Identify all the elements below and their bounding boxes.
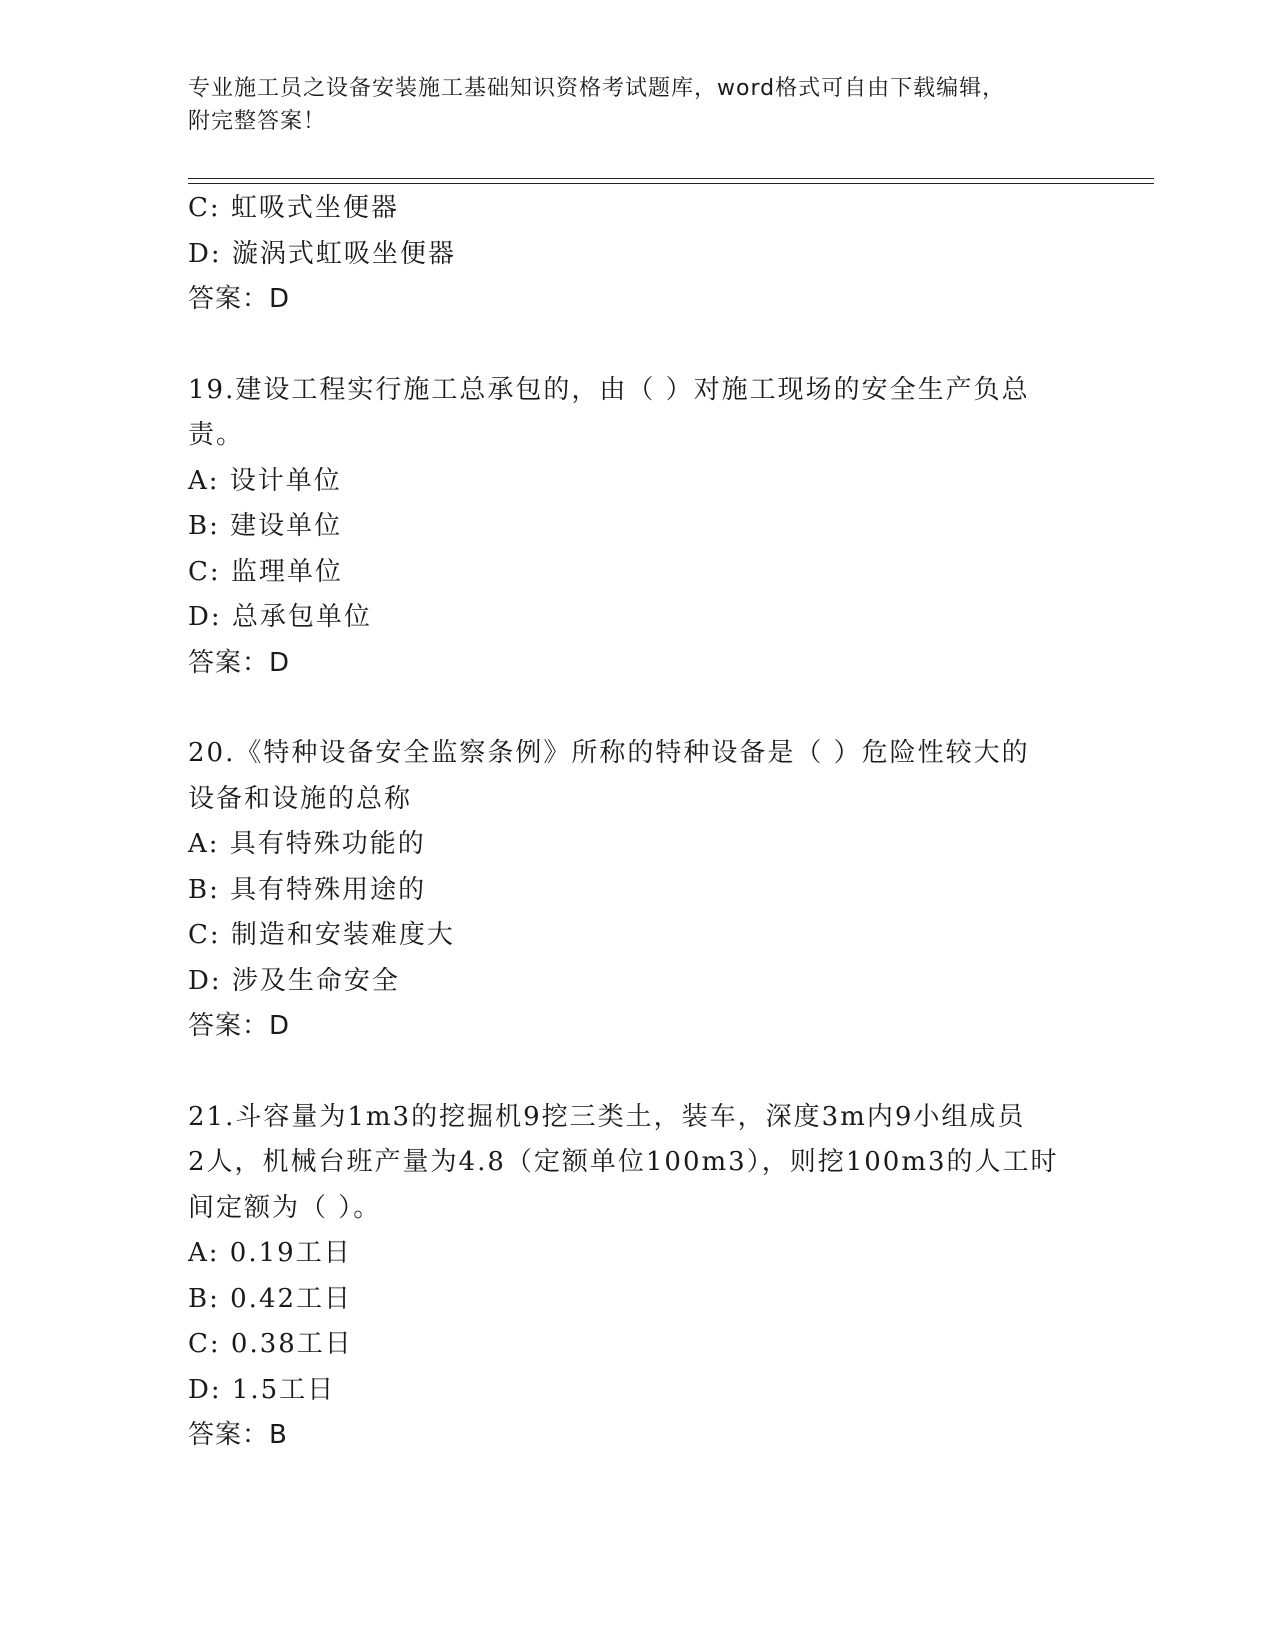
option-d: D: 涉及生命安全: [188, 965, 400, 996]
answer-label: 答案：B: [188, 1420, 288, 1450]
document-header: [188, 72, 1088, 138]
question-text-line: 19.建设工程实行施工总承包的，由（ ）对施工现场的安全生产负总: [188, 374, 1030, 405]
answer-label: 答案：D: [188, 647, 291, 678]
option-a: A: 具有特殊功能的: [188, 829, 426, 859]
question-text-line: 间定额为（ ）。: [188, 1192, 382, 1223]
option-c: C: 制造和安装难度大: [188, 920, 455, 950]
option-d: D: 总承包单位: [188, 602, 372, 632]
question-text-line: 责。: [188, 420, 245, 450]
option-b: B: 建设单位: [188, 511, 343, 541]
answer-label: 答案：D: [188, 1011, 291, 1041]
header-divider-bottom: [188, 183, 1154, 184]
option-b: B: 具有特殊用途的: [188, 874, 427, 905]
header-line-1: 专业施工员之设备安装施工基础知识资格考试题库，word格式可自由下载编辑，: [188, 76, 1006, 101]
header-line-2: 附完整答案！: [188, 109, 327, 134]
question-block-21: [188, 1095, 1088, 1459]
option-c: C: 0.38工日: [188, 1329, 353, 1359]
option-a: A: 0.19工日: [188, 1238, 352, 1268]
option-a: A: 设计单位: [188, 465, 342, 496]
question-text-line: 2人，机械台班产量为4.8（定额单位100m3），则挖100m3的人工时: [188, 1147, 1059, 1177]
question-block-20: [188, 731, 1088, 1050]
option-d: D: 漩涡式虹吸坐便器: [188, 238, 456, 269]
question-text-line: 21.斗容量为1m3的挖掘机9挖三类土，装车，深度3m内9小组成员: [188, 1101, 1026, 1132]
question-text-line: 20.《特种设备安全监察条例》所称的特种设备是（ ）危险性较大的: [188, 738, 1030, 768]
option-d: D: 1.5工日: [188, 1374, 336, 1405]
question-block-18-continued: [188, 186, 1088, 323]
question-list: [188, 186, 1088, 1459]
option-b: B: 0.42工日: [188, 1283, 353, 1314]
answer-label: 答案：D: [188, 284, 291, 314]
header-divider-top: [188, 178, 1154, 179]
option-c: C: 虹吸式坐便器: [188, 193, 399, 223]
question-block-19: [188, 368, 1088, 687]
question-text-line: 设备和设施的总称: [188, 783, 413, 814]
option-c: C: 监理单位: [188, 556, 343, 587]
